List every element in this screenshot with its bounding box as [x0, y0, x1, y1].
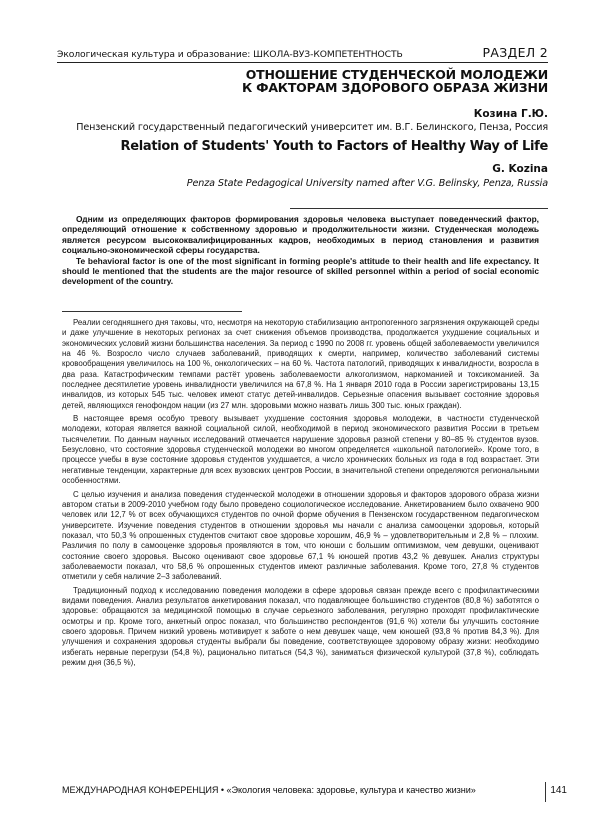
- header-section-label: РАЗДЕЛ 2: [482, 45, 548, 60]
- header-series-title: Экологическая культура и образование: ШКОЛА-ВУЗ-КОМПЕТЕНТНОСТЬ: [57, 49, 403, 60]
- body-paragraph: В настоящее время особую тревогу вызывает ухудшение состояния здоровья молодежи, в частности студенческой молодежи, которая является важной социальной силой, необходимой в период экономического развития России в третьем тысячелетии. По данным научных исследований отмечается нарушение здоровья разной степени у 80–85 % студентов вузов. Безусловно, что состояние здоровья студенческой молодежи во многом определяется «школьной патологией». Кроме того, в процессе учебы в вузе состояние здоровья студентов ухудшается, а число хронических больных из года в год возрастает. Эти негативные тенденции, характерные для всех вузовских центров России, в значительной степени определяются региональными особенностями.: [62, 414, 539, 486]
- page-number: 141: [550, 785, 567, 796]
- abstract-en: Te behavioral factor is one of the most significant in forming people's attitude to their health and life expectancy. It should le mentioned that the students are the major resource of skilled personnel within a period of social economic development of the country.: [62, 255, 539, 287]
- abstract: [62, 214, 539, 287]
- footer-divider: [545, 782, 546, 802]
- article-title-en: Relation of Students' Youth to Factors of Healthy Way of Life: [120, 139, 548, 154]
- abstract-ru: Одним из определяющих факторов формирования здоровья человека выступает поведенческий фактор, определяющий отношение к собственному здоровью и продолжительности жизни. Студенческая молодежь является ресурсом высококвалифицированных кадров, необходимых в период становления и развития социально-экономической сферы государства.: [62, 214, 539, 256]
- abstract-separator: [62, 311, 242, 312]
- author-ru: Козина Г.Ю.: [473, 108, 548, 120]
- body-paragraph: С целью изучения и анализа поведения студенческой молодежи в отношении здоровья и факторов здорового образа жизни автором статьи в 2009-2010 учебном году было проведено социологическое исследование. Анкетированием было охвачено 900 человек или 12,7 % от всех обучающихся студентов по очной форме обучения в Пензенском государственном педагогическом университете. Изучение поведения студентов в отношении здоровья мы начали с анализа самооценки здоровья, который показал, что 50,3 % опрошенных студентов считают свое здоровье хорошим, 46,9 % – удовлетворительным и 2,8 % – плохим. Различия по полу в самооценке здоровья проявляются в том, что юноши с большим оптимизмом, чем девушки, оценивают состояние своего здоровья. Высоко оценивают свое здоровье 67,1 % юношей против 43,2 % девушек. Анализ структуры заболеваемости показал, что 58,6 % опрошенных студентов имеют различные заболевания. Кроме того, 27,8 % студентов отметили у себя наличие 2–3 заболеваний.: [62, 489, 539, 582]
- article-title-ru: [57, 68, 548, 94]
- title-ru-line1: ОТНОШЕНИЕ СТУДЕНЧЕСКОЙ МОЛОДЕЖИ: [245, 67, 548, 82]
- author-en: G. Kozina: [492, 163, 548, 175]
- running-footer: [62, 782, 571, 800]
- footer-conference: МЕЖДУНАРОДНАЯ КОНФЕРЕНЦИЯ • «Экология человека: здоровье, культура и качество жизни»: [62, 785, 476, 795]
- body-paragraph: Реалии сегодняшнего дня таковы, что, несмотря на некоторую стабилизацию антропогенного загрязнения окружающей среды и даже улучшение в некоторых регионах за счет снижения объемов производства, продолжается ухудшение социальных и экономических условий жизни большинства населения. За период с 1990 по 2008 гг. уровень общей заболеваемости увеличился на 46 %. Возросло число случаев заболеваний, приводящих к смерти, например, количество заболеваний системы кровообращения увеличилось на 100 %, онкологических – на 60 %. Частота патологий, приводящих к инвалидности, возросла в два раза. Катастрофическим темпами растёт уровень заболеваемости алкоголизмом, наркоманией и токсикоманией. За последнее десятилетие уровень инвалидности увеличился на 67,8 %. На 1 января 2010 года в России зарегистрированы 13,15 инвалидов, из которых 545 тыс. человек имеют статус детей-инвалидов. Серьезные опасения вызывает состояние здоровья детей, являющихся генофондом нации (из 27 млн. здоровыми можно назвать лишь 300 тыс. юных граждан).: [62, 318, 539, 410]
- affiliation-ru: Пензенский государственный педагогический университет им. В.Г. Белинского, Пенза, Россия: [76, 122, 548, 133]
- title-ru-line2: К ФАКТОРАМ ЗДОРОВОГО ОБРАЗА ЖИЗНИ: [241, 80, 548, 95]
- article-body: [62, 318, 539, 671]
- running-header: [57, 44, 548, 63]
- affiliation-en: Penza State Pedagogical University named after V.G. Belinsky, Penza, Russia: [186, 178, 548, 189]
- body-paragraph: Традиционный подход к исследованию поведения молодежи в сфере здоровья связан прежде всего с профилактическими видами поведения. Анализ результатов анкетирования показал, что подавляющее большинство студентов (80,8 %) заботятся о здоровье: обращаются за медицинской помощью в случае серьезного заболевания, регулярно проходят профилактические осмотры и пр. Кроме того, анкетный опрос показал, что большинство респондентов (91,6 %) хотели бы улучшить состояние своего здоровья. Причем низкий уровень мотивирует к заботе о нем девушек чаще, чем юношей (93,8 % против 84,3 %). Для улучшения и сохранения здоровья студенты выбрали бы поведение, соответствующее здоровому образу жизни: необходимо избегать нервные перегрузи (54,8 %), рационально питаться (54,3 %), заниматься физической культурой (37,8 %), соблюдать режим дня (36,5 %),: [62, 585, 539, 667]
- header-separator: [290, 208, 548, 209]
